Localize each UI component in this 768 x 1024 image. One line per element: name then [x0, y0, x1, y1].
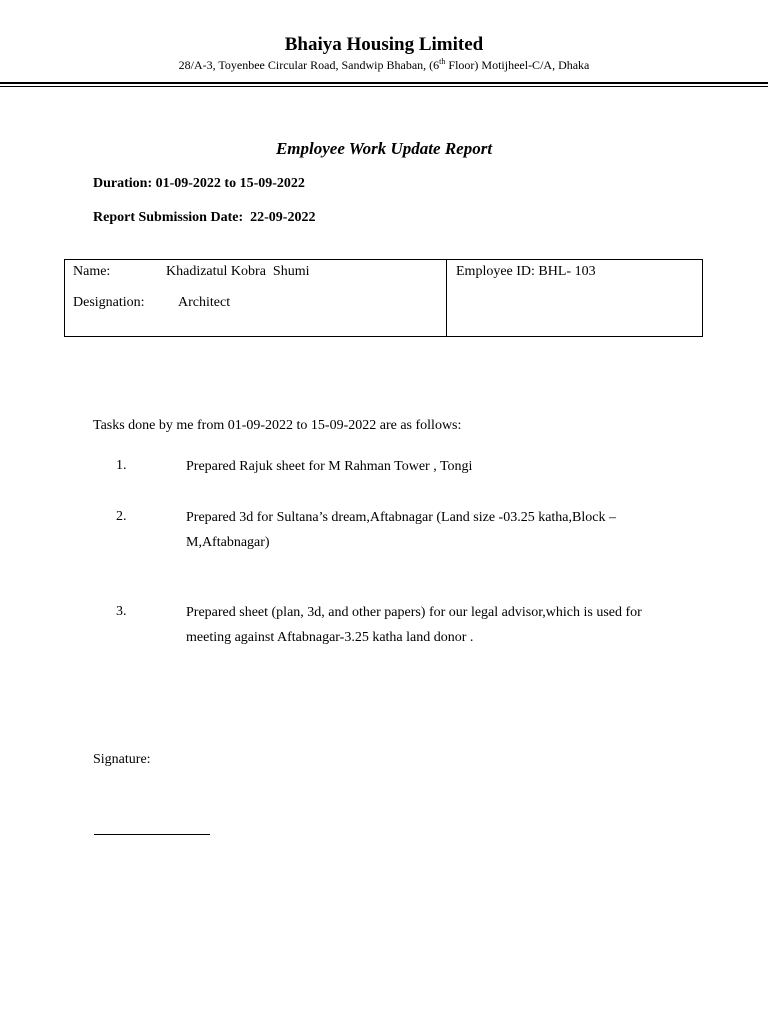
- task-text: Prepared 3d for Sultana’s dream,Aftabnagar (Land size -03.25 katha,Block – M,Aftabnagar): [186, 510, 616, 550]
- address-superscript: th: [439, 57, 446, 66]
- header-rule-thin: [0, 86, 768, 87]
- task-number: 2.: [116, 509, 127, 524]
- signature-label: Signature:: [93, 752, 151, 767]
- designation-value: Architect: [178, 295, 231, 310]
- company-address: [0, 57, 768, 73]
- table-divider: [446, 260, 447, 336]
- address-part-2: Floor) Motijheel-C/A, Dhaka: [445, 58, 590, 72]
- signature-line: [94, 834, 210, 835]
- task-text: Prepared Rajuk sheet for M Rahman Tower , Tongi: [186, 459, 473, 474]
- employee-id: Employee ID: BHL- 103: [456, 264, 596, 279]
- task-text: Prepared sheet (plan, 3d, and other papers) for our legal advisor,which is used for meeting against Aftabnagar-3.25 katha land donor .: [186, 605, 642, 645]
- address-part-1: 28/A-3, Toyenbee Circular Road, Sandwip Bhaban, (6: [178, 58, 440, 72]
- task-number: 3.: [116, 604, 127, 619]
- name-value: Khadizatul Kobra Shumi: [166, 264, 310, 279]
- report-title: Employee Work Update Report: [275, 139, 493, 158]
- employee-info-table: [64, 259, 703, 337]
- name-label: Name:: [73, 264, 111, 279]
- report-duration: Duration: 01-09-2022 to 15-09-2022: [93, 176, 305, 191]
- designation-label: Designation:: [73, 295, 145, 310]
- report-submission-date: Report Submission Date: 22-09-2022: [93, 210, 316, 225]
- header-rule-thick: [0, 82, 768, 84]
- tasks-intro: Tasks done by me from 01-09-2022 to 15-09-2022 are as follows:: [93, 418, 462, 433]
- company-name: Bhaiya Housing Limited: [284, 34, 484, 55]
- task-number: 1.: [116, 458, 127, 473]
